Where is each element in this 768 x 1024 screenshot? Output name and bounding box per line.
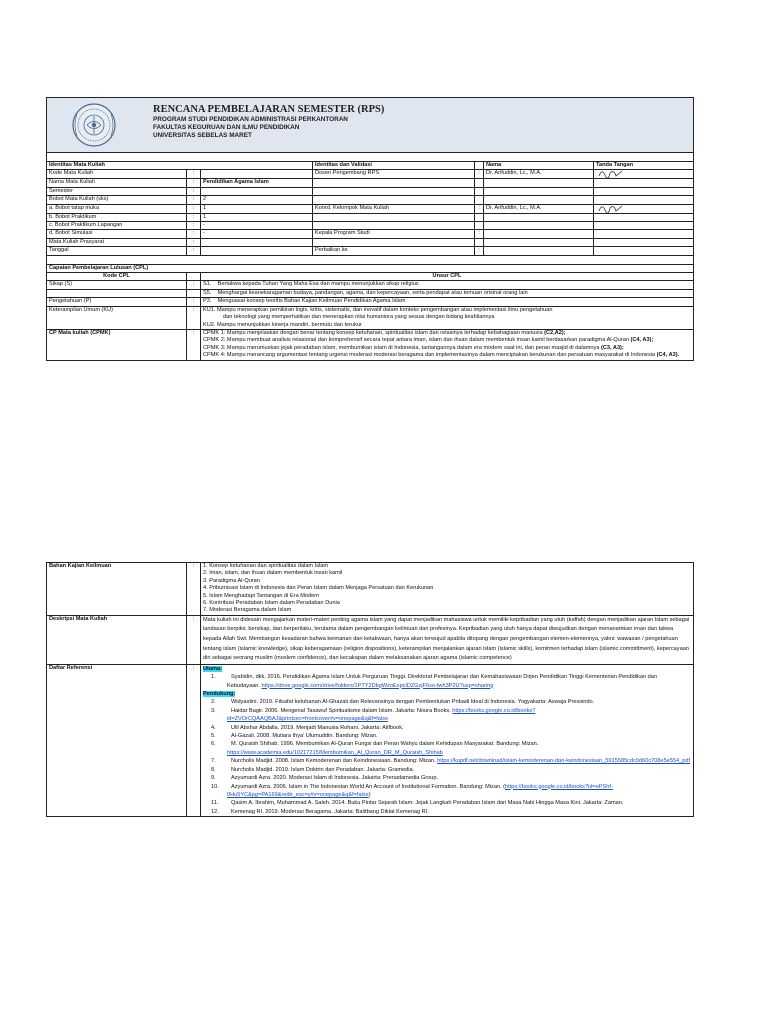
program-name: PROGRAM STUDI PENDIDIKAN ADMINISTRASI PERKANTORAN bbox=[153, 116, 348, 123]
identity-value: 1 bbox=[201, 213, 313, 221]
validator-name bbox=[484, 247, 594, 255]
identity-value: Pendidikan Agama Islam bbox=[201, 179, 313, 187]
signature-cell bbox=[594, 179, 694, 187]
reference-item: 8. Nurcholis Madjid. 2019. Islam Doktrin dan Peradaban. Jakarta: Gramedia. bbox=[211, 766, 415, 773]
validation-label: Kepala Program Studi bbox=[313, 230, 475, 238]
ku-line: dan teknologi yang memperhatikan dan menerapkan nilai humaniora yang sesuai dengan bidang keahliannya bbox=[223, 314, 495, 321]
reference-item: 2. Widyastini. 2019. Filsafat ketuhanan Al-Ghazali dan Relevansinya dengan Pembentukan Pribadi Ideal di Indonesia. Yogyakarta: Aswaja Pressindo. bbox=[211, 699, 595, 706]
sikap-item: S1. Bertakwa kepada Tuhan Yang Maha Esa dan mampu menunjukkan sikap religius bbox=[201, 281, 694, 289]
validator-name: Dr. Arifuddin, Lc., M.A. bbox=[484, 170, 594, 179]
separator: : bbox=[187, 170, 201, 179]
ku-items bbox=[201, 306, 694, 329]
reference-item: 12. Kemenag RI. 2019. Moderasi Beragama. Jakarta: Balitbang Diklat Kemenag RI. bbox=[211, 808, 429, 815]
deskripsi-text: Mata kuliah ini didesain mengajarkan materi-materi penting agama islam yang dapat menjadikan mahasiswa untuk memiliki kepribadian yang utuh (kaffah) dengan menjadikan ajaran Islam sebagai landasan berpikir, bersikap, dan berperilaku, terutama dalam pengembangan keilmuan dan profesinya. Kepribadian yang utuh hanya dapat diwujudkan dengan menanamkan iman dan takwa kepada Allah Swt. Membangun kesadaran bahwa keimanan dan ketakwaan, hanya akan terwujud apabila ditopang dengan pengembangan elemen-elemennya, yakni: wawasan / pengetahuan tentang islam (islamic knowledge), sikap keberagamaan (religion dispositions), keterampilan menjalankan ajaran islam (islamic skills), komitmen terhadap islam (islamic committment), kepercayaan diri sebagai seorang muslim (moslem confidence), dan kecakapan dalam melaksanakan ajaran agama (islamic competence) bbox=[201, 615, 694, 664]
bahan-item: 6. Kontribusi Peradaban Islam dalam Peradaban Dunia bbox=[203, 600, 340, 607]
identity-row bbox=[47, 179, 694, 187]
identity-value bbox=[201, 170, 313, 179]
signature-cell bbox=[594, 222, 694, 230]
reference-item: 6. M. Quraish Shihab. 1996. Membumikan Al-Quran Fungsi dan Peran Wahyu dalam Kehidupan Masyarakat. Bandung: Mizan. https://www.academia.edu/10217215/Membumikan_Al_Quran_DR_M_Quraish_Shihab bbox=[211, 741, 539, 756]
validator-name bbox=[484, 238, 594, 246]
validation-label bbox=[313, 196, 475, 204]
spacer-row bbox=[47, 255, 694, 264]
validation-label: Koord. Kelompok Mata Kuliah bbox=[313, 204, 475, 213]
identity-row bbox=[47, 230, 694, 238]
identity-value: - bbox=[201, 230, 313, 238]
reference-link[interactable]: https://drive.google.com/drive/folders/1PTY2DbgWzoEspciDZGxjF6so-twh3P2U?usp=sharing bbox=[261, 682, 494, 689]
identity-row bbox=[47, 222, 694, 230]
signature-cell bbox=[594, 213, 694, 221]
validator-name bbox=[484, 213, 594, 221]
identity-label: c. Bobot Praktikum Lapangan bbox=[47, 222, 187, 230]
bahan-item: 7. Moderasi Beragama dalam Islam bbox=[203, 607, 292, 614]
identity-row bbox=[47, 247, 694, 255]
identity-label: Tanggal bbox=[47, 247, 187, 255]
reference-link[interactable]: https://kupdf.net/download/islam-kemoderenan-dan-keindonesiaan_5915585cdc0d60c708e5e554_pdf bbox=[437, 758, 691, 765]
separator: : bbox=[187, 238, 201, 246]
signature-cell bbox=[594, 196, 694, 204]
signature-cell bbox=[594, 238, 694, 246]
identity-value: - bbox=[201, 222, 313, 230]
separator bbox=[475, 238, 484, 246]
identity-value bbox=[201, 187, 313, 195]
separator: : bbox=[475, 247, 484, 255]
separator: : bbox=[187, 179, 201, 187]
cpmk-item: CPMK 2: Mampu membuat analisis relasional dan komprehensif secara tepat antara iman, islam dan ihsan dalam membentuk insan kamil berdasarkan paradigma Al-Quran (C4, A3); bbox=[203, 337, 654, 344]
cpmk-items bbox=[201, 329, 694, 360]
signature-col-header: Tanda Tangan bbox=[594, 162, 694, 170]
identity-value: 2 bbox=[201, 196, 313, 204]
cpmk-item: CPMK 1: Mampu menjelaskan dengan benar tentang konsep ketuhanan, spiritualitas islam dan relasinya terhadap kebahagiaan manusia (C2,A2); bbox=[203, 329, 566, 336]
identity-label: d. Bobot Simulasi bbox=[47, 230, 187, 238]
separator: : bbox=[187, 230, 201, 238]
reference-item: 11. Qasim A. Ibrahim, Muhammad A. Saleh. 2014. Buku Pintar Sejarah Islam: Jejak Langkah Peradaban Islam dari Masa Nabi Hingga Masa Kini. Jakarta: Zaman. bbox=[211, 800, 624, 807]
identity-label: Semester bbox=[47, 187, 187, 195]
separator: : bbox=[187, 196, 201, 204]
validation-label bbox=[313, 238, 475, 246]
cpl-section-title: Capaian Pembelajaran Lulusan (CPL) bbox=[47, 264, 694, 272]
reference-item: 4. Ulil Abshar Abdalla. 2019. Menjadi Manusia Rohani. Jakarta: Alifbook. bbox=[211, 724, 404, 731]
separator: : bbox=[187, 222, 201, 230]
spacer-row bbox=[47, 153, 694, 162]
separator: : bbox=[475, 170, 484, 179]
validation-label bbox=[313, 222, 475, 230]
identity-value bbox=[201, 247, 313, 255]
cpmk-item: CPMK 4: Mampu merancang argumentasi tentang urgensi moderasi moderasi beragama dan implementasinya dalam menciptakan kerukunan dan persatuan masyarakat di Indonesia (C4, A3). bbox=[203, 352, 680, 359]
cpl-element-col-header: Unsur CPL bbox=[201, 273, 694, 281]
reference-link[interactable]: https://books.google.co.id/books?id=ZVOrCQAAQBAJ&printsec=frontcover#v=onepage&q&f=false bbox=[227, 707, 536, 723]
document-title: RENCANA PEMBELAJARAN SEMESTER (RPS) bbox=[153, 104, 385, 115]
referensi-list bbox=[201, 664, 694, 816]
validator-name bbox=[484, 230, 594, 238]
faculty-name: FAKULTAS KEGURUAN DAN ILMU PENDIDIKAN bbox=[153, 124, 300, 131]
reference-item: 9. Azyumardi Azra. 2020. Moderasi Islam di Indonesia. Jakarta: Prenadamedia Group. bbox=[211, 775, 439, 782]
signature-cell bbox=[594, 187, 694, 195]
pengetahuan-label: Pengetahuan (P) bbox=[47, 298, 187, 306]
bahan-item: 3. Paradigma Al-Quran bbox=[203, 577, 260, 584]
identity-label: Kode Mata Kuliah bbox=[47, 170, 187, 179]
deskripsi-label: Deskripsi Mata Kuliah bbox=[47, 615, 187, 664]
reference-item: 10. Azyumardi Azra. 2006. Islam in The Indonesian World An Account of Institutional Formation. Bandung: Mizan. (https://books.google.co.id/books?id=ePShf-0Hu5YC&pg=PA169&redir_esc=y#v=onepage&q&f=false) bbox=[211, 783, 613, 798]
validation-label: Perbaikan ke bbox=[313, 247, 475, 255]
validation-label bbox=[313, 213, 475, 221]
signature-cell bbox=[594, 230, 694, 238]
separator bbox=[475, 187, 484, 195]
identity-label: Bobot Mata Kuliah (sks) bbox=[47, 196, 187, 204]
validation-label bbox=[313, 187, 475, 195]
cpl-code-col-header: Kode CPL bbox=[47, 273, 187, 281]
identity-col-header: Identitas Mata Kuliah bbox=[47, 162, 313, 170]
separator: : bbox=[475, 204, 484, 213]
identity-label: Mata Kuliah Prasyarat bbox=[47, 238, 187, 246]
validator-name bbox=[484, 222, 594, 230]
identity-value bbox=[201, 238, 313, 246]
validator-name bbox=[484, 196, 594, 204]
validation-label bbox=[313, 179, 475, 187]
bahan-item: 1. Konsep ketuhanan dan spiritualitas dalam Islam bbox=[203, 563, 329, 569]
signature-cell bbox=[594, 247, 694, 255]
reference-item: 5. Al-Gazali. 2008. Mutiara Ihya' Ulumuddin. Bandung: Mizan. bbox=[211, 733, 378, 740]
validation-col-header: Identitas dan Validasi bbox=[313, 162, 475, 170]
ku-label: Keterampilan Umum (KU) bbox=[47, 306, 187, 329]
separator bbox=[475, 213, 484, 221]
identity-rows bbox=[47, 170, 694, 255]
separator: : bbox=[187, 213, 201, 221]
separator bbox=[475, 179, 484, 187]
signature-icon bbox=[594, 204, 694, 213]
ku-line: KU1. Mampu menerapkan pemikiran logis, kritis, sistematis, dan inovatif dalam konteks pengembangan atau implementasi ilmu pengetahuan bbox=[203, 306, 553, 313]
identity-row bbox=[47, 170, 694, 179]
separator: : bbox=[187, 204, 201, 213]
university-name: UNIVERSITAS SEBELAS MARET bbox=[153, 132, 252, 139]
validator-name: Dr. Arifuddin, Lc., M.A. bbox=[484, 204, 594, 213]
identity-label: Nama Mata Kuliah bbox=[47, 179, 187, 187]
separator bbox=[475, 196, 484, 204]
name-col-header: Nama bbox=[484, 162, 594, 170]
pengetahuan-item: P3. Menguasai konsep teoritis Bahan Kajian Keilmuan Pendidikan Agama Islam bbox=[201, 298, 694, 306]
reference-item: 1. Syahidin, dkk. 2016. Pendidikan Agama Islam Untuk Perguruan Tinggi. Direktorat Pembelajaran dan Kemahasiswaan Dirjen Pendidikan Tinggi Kementerian Pendidikan dan Kebudayaan. https://drive.google.com/drive/folders/1PTY2DbgWzoEspciDZGxjF6so-twh3P2U?usp=sharing bbox=[211, 674, 657, 689]
sikap-item: S5. Menghargai keanekaragaman budaya, pandangan, agama, dan kepercayaan, serta pendapat atau temuan orisinal orang lain bbox=[201, 289, 694, 297]
referensi-label: Daftar Referensi bbox=[47, 664, 187, 816]
cpmk-label: CP Mata kuliah (CPMK) bbox=[47, 329, 187, 360]
university-seal-icon bbox=[65, 102, 123, 148]
validator-name bbox=[484, 187, 594, 195]
identity-value: 1 bbox=[201, 204, 313, 213]
sikap-label: Sikap (S) bbox=[47, 281, 187, 289]
identity-row bbox=[47, 213, 694, 221]
document-header bbox=[47, 98, 694, 153]
identity-row bbox=[47, 238, 694, 246]
reference-link[interactable]: https://www.academia.edu/10217215/Membumikan_Al_Quran_DR_M_Quraish_Shihab bbox=[227, 749, 443, 756]
identity-row bbox=[47, 196, 694, 204]
bahan-list bbox=[201, 563, 694, 616]
validator-name bbox=[484, 179, 594, 187]
bahan-item: 5. Islam Menghadapi Tantangan di Era Modern bbox=[203, 592, 320, 599]
pendukung-heading: Pendukung: bbox=[203, 691, 236, 698]
separator: : bbox=[187, 247, 201, 255]
ku-line: KU2. Mampu menunjukkan kinerja mandiri, bermutu dan terukur bbox=[203, 321, 362, 328]
reference-link[interactable]: https://books.google.co.id/books?id=ePShf-0Hu5YC&pg=PA169&redir_esc=y#v=onepage&q&f=false bbox=[227, 783, 613, 798]
identity-row bbox=[47, 204, 694, 213]
identity-label: b. Bobot Praktikum bbox=[47, 213, 187, 221]
rps-identity-table: RENCANA PEMBELAJARAN SEMESTER (RPS) PROGRAM STUDI PENDIDIKAN ADMINISTRASI PERKANTORAN FAKULTAS KEGURUAN DAN ILMU PENDIDIKAN UNIVERSITAS SEBELAS MARET Identitas Mata Kuliah Identitas dan Validasi Nama Tanda Tangan Kode Mata Kuliah : Dosen Pengembang RPS : Dr. Arifuddin, Lc., M.A. Nama Mata Kuliah : Pendidikan Agama Islam Semester : Bobot Mata Kuliah (sks) : 2 a. Bobot tatap muka : 1 Koord. Kelompok Mata Kuliah : Dr. Arifuddin, Lc., M.A. b. Bobot Praktikum : 1 c. Bobot Praktikum Lapangan : - d. Bobot Simulasi : - Kepala Program Studi : Mata Kuliah Prasyarat : Tanggal : Perbaikan ke : Capaian Pembelajaran Lulusan (CPL) Kode CPL Unsur CPL Sikap (S) : S1. Bertakwa kepada Tuhan Yang Maha Esa dan mampu menunjukkan sikap religius S5. Menghargai keanekaragaman budaya, pandangan, agama, dan kepercayaan, serta pendapat atau temuan orisinal orang lain Pengetahuan (P) : P3. Menguasai konsep teoritis Bahan Kajian Keilmuan Pendidikan Agama Islam Keterampilan Umum (KU) : KU1. Mampu menerapkan pemikiran logis, kritis, sistematis, dan inovatif dalam konteks pengembangan atau implementasi ilmu pengetahuan dan teknologi yang memperhatikan dan menerapkan nilai humaniora yang sesuai dengan bidang keahliannya KU2. Mampu menunjukkan kinerja mandiri, bermutu dan terukur CP Mata kuliah (CPMK) : CPMK 1: Mampu menjelaskan dengan benar tentang konsep ketuhanan, spiritualitas islam dan relasinya terhadap kebahagiaan manusia (C2,A2); CPMK 2: Mampu membuat analisis relasional dan komprehensif secara tepat antara iman, islam dan ihsan dalam membentuk insan kamil berdasarkan paradigma Al-Quran (C4, A3); CPMK 3: Mampu merumuskan jejak peradaban islam, membumikan islam di Indonesia, tantangannya dalam era modern saat ini, dan peran masjid di dalamnya (C3, A3); CPMK 4: Mampu merancang argumentasi tentang urgensi moderasi moderasi beragama dan implementasinya dalam menciptakan kerukunan dan persatuan masyarakat di Indonesia (C4, A3). bbox=[46, 97, 694, 361]
signature-icon bbox=[594, 170, 694, 179]
bahan-item: 4. Pribumisasi Islam di Indonesia dan Peran Islam dalam Menjaga Persatuan dan Kerukunan bbox=[203, 585, 434, 592]
separator: : bbox=[475, 230, 484, 238]
reference-item: 7. Nurcholis Madjid. 2008. Islam Kemoderenan dan Keindonesiaan. Bandung: Mizan. https://kupdf.net/download/islam-kemoderenan-dan-keindonesiaan_5915585cdc0d60c708e5e554_pdf bbox=[211, 758, 691, 765]
separator: : bbox=[187, 187, 201, 195]
reference-item: 3. Haidar Bagir. 2006. Mengenal Tasawuf Spiritualisme dalam Islam. Jakarta: Noura Books. https://books.google.co.id/books?id=ZVOrCQAAQBAJ&printsec=frontcover#v=onepage&q&f=false bbox=[211, 707, 536, 723]
bahan-label: Bahan Kajian Keilmuan bbox=[47, 563, 187, 616]
identity-row bbox=[47, 187, 694, 195]
cpmk-item: CPMK 3: Mampu merumuskan jejak peradaban islam, membumikan islam di Indonesia, tantangannya dalam era modern saat ini, dan peran masjid di dalamnya (C3, A3); bbox=[203, 344, 624, 351]
separator bbox=[475, 222, 484, 230]
validation-label: Dosen Pengembang RPS bbox=[313, 170, 475, 179]
rps-content-table: Bahan Kajian Keilmuan : 1. Konsep ketuhanan dan spiritualitas dalam Islam 2. Iman, islam, dan ihsan dalam membentuk insan kamil 3. Paradigma Al-Quran 4. Pribumisasi Islam di Indonesia dan Peran Islam dalam Menjaga Persatuan dan Kerukunan 5. Islam Menghadapi Tantangan di Era Modern 6. Kontribusi Peradaban Islam dalam Peradaban Dunia 7. Moderasi Beragama dalam Islam Deskripsi Mata Kuliah : Mata kuliah ini didesain mengajarkan materi-materi penting agama islam yang dapat menjadikan mahasiswa untuk memiliki kepribadian yang utuh (kaffah) dengan menjadikan ajaran Islam sebagai landasan berpikir, bersikap, dan berperilaku, terutama dalam pengembangan keilmuan dan profesinya. Kepribadian yang utuh hanya dapat diwujudkan dengan menanamkan iman dan takwa kepada Allah Swt. Membangun kesadaran bahwa keimanan dan ketakwaan, hanya akan terwujud apabila ditopang dengan pengembangan elemen-elemennya, yakni: wawasan / pengetahuan tentang islam (islamic knowledge), sikap keberagamaan (religion dispositions), keterampilan menjalankan ajaran islam (islamic skills), komitmen terhadap islam (islamic committment), kepercayaan diri sebagai seorang muslim (moslem confidence), dan kecakapan dalam melaksanakan ajaran agama (islamic competence) Daftar Referensi : Utama: 1. Syahidin, dkk. 2016. Pendidikan Agama Islam Untuk Perguruan Tinggi. Direktorat Pembelajaran dan Kemahasiswaan Dirjen Pendidikan Tinggi Kementerian Pendidikan dan Kebudayaan. https://drive.google.com/drive/folders/1PTY2DbgWzoEspciDZGxjF6so-twh3P2U?usp=sharing Pendukung: 2. Widyastini. 2019. Filsafat ketuhanan Al-Ghazali dan Relevansinya dengan Pembentukan Pribadi Ideal di Indonesia. Yogyakarta: Aswaja Pressindo. 3. Haidar Bagir. 2006. Mengenal Tasawuf Spiritualisme dalam Islam. Jakarta: Noura Books. https://books.google.co.id/books?id=ZVOrCQAAQBAJ&printsec=frontcover#v=onepage&q&f=false 4. Ulil Abshar Abdalla. 2019. Menjadi Manusia Rohani. Jakarta: Alifbook. 5. Al-Gazali. 2008. Mutiara Ihya' Ulumuddin. Bandung: Mizan. 6. M. Quraish Shihab. 1996. Membumikan Al-Quran Fungsi dan Peran Wahyu dalam Kehidupan Masyarakat. Bandung: Mizan. https://www.academia.edu/10217215/Membumikan_Al_Quran_DR_M_Quraish_Shihab 7. Nurcholis Madjid. 2008. Islam Kemoderenan dan Keindonesiaan. Bandung: Mizan. https://kupdf.net/download/islam-kemoderenan-dan-keindonesiaan_5915585cdc0d60c708e5e554_pdf 8. Nurcholis Madjid. 2019. Islam Doktrin dan Peradaban. Jakarta: Gramedia. 9. Azyumardi Azra. 2020. Moderasi Islam di Indonesia. Jakarta: Prenadamedia Group. 10. Azyumardi Azra. 2006. Islam in The Indonesian World An Account of Institutional Formation. Bandung: Mizan. (https://books.google.co.id/books?id=ePShf-0Hu5YC&pg=PA169&redir_esc=y#v=onepage&q&f=false) 11. Qasim A. Ibrahim, Muhammad A. Saleh. 2014. Buku Pintar Sejarah Islam: Jejak Langkah Peradaban Islam dari Masa Nabi Hingga Masa Kini. Jakarta: Zaman. 12. Kemenag RI. 2019. Moderasi Beragama. Jakarta: Balitbang Diklat Kemenag RI. bbox=[46, 562, 694, 817]
utama-heading: Utama: bbox=[203, 665, 222, 672]
bahan-item: 2. Iman, islam, dan ihsan dalam membentuk insan kamil bbox=[203, 570, 343, 577]
identity-label: a. Bobot tatap muka bbox=[47, 204, 187, 213]
